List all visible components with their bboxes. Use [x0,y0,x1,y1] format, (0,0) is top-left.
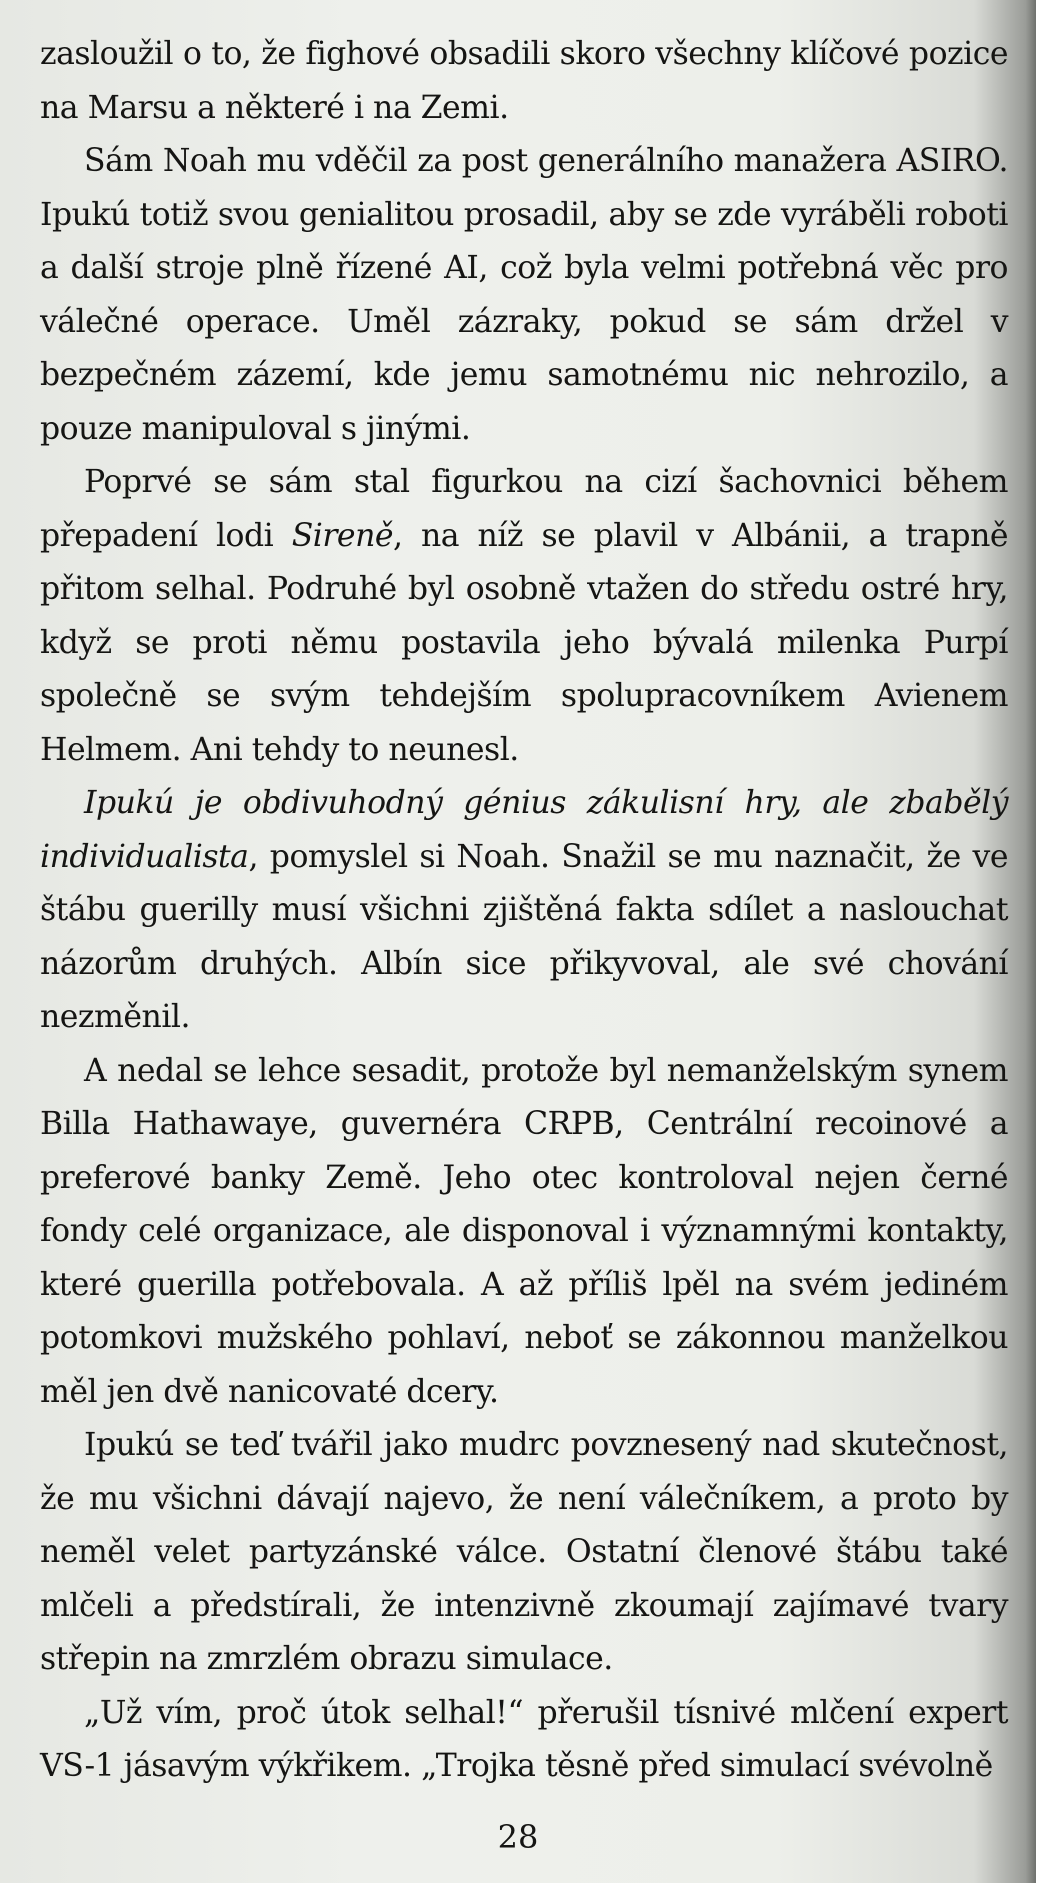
paragraph-3-text-a: Poprvé se sám stal figurkou na cizí šachovnici během přepadení lodi [40,464,1008,554]
paragraph-4 [40,777,1008,1045]
paragraph-1-text: zasloužil o to, že fighové obsadili skoro všechny klíčové pozice na Marsu a některé i na Zemi. [40,36,1008,126]
paragraph-7-text: „Už vím, proč útok selhal!“ přerušil tísnivé mlčení expert VS-1 jásavým výkřikem. „Trojka těsně před simulací svévolně [40,1694,1008,1784]
ship-name-italic: Sireně [291,517,394,554]
paragraph-1 [40,28,1008,135]
inner-thought-italic: Ipukú je obdivuhodný génius zákulisní hry, ale zbabělý individualista [40,785,1008,875]
paragraph-2 [40,135,1008,456]
paragraph-6-text: Ipukú se teď tvářil jako mudrc povznesený nad skutečnost, že mu všichni dávají najevo, že není válečníkem, a proto by neměl velet partyzánské válce. Ostatní členové štábu také mlčeli a předstírali, že intenzivně zkoumají zajímavé tvary střepin na zmrzlém obrazu simulace. [40,1427,1008,1677]
page-number: 28 [497,1818,539,1856]
paragraph-5 [40,1045,1008,1420]
paragraph-6 [40,1419,1008,1687]
paragraph-2-text: Sám Noah mu vděčil za post generálního manažera ASIRO. Ipukú totiž svou genialitou prosadil, aby se zde vyráběli roboti a další stroje plně řízené AI, což byla velmi potřebná věc pro válečné operace. Uměl zázraky, pokud se sám držel v bezpečném zázemí, kde jemu samotnému nic nehrozilo, a pouze manipuloval s jinými. [40,143,1008,447]
paragraph-7 [40,1687,1008,1794]
paragraph-4-text: , pomyslel si Noah. Snažil se mu naznačit, že ve štábu guerilly musí všichni zjištěná fakta sdílet a naslouchat názorům druhých. Albín sice přikyvoval, ale své chování nezměnil. [40,838,1008,1035]
paragraph-3-text-b: , na níž se plavil v Albánii, a trapně přitom selhal. Podruhé byl osobně vtažen do středu ostré hry, když se proti němu postavila jeho bývalá milenka Purpí společně se svým tehdejším spolupracovníkem Avienem Helmem. Ani tehdy to neunesl. [40,517,1009,768]
paragraph-3 [40,456,1008,777]
paragraph-5-text: A nedal se lehce sesadit, protože byl nemanželským synem Billa Hathawaye, guvernéra CRPB, Centrální recoinové a preferové banky Země. Jeho otec kontroloval nejen černé fondy celé organizace, ale disponoval i významnými kontakty, které guerilla potřebovala. A až příliš lpěl na svém jediném potomkovi mužského pohlaví, neboť se zákonnou manželkou měl jen dvě nanicovaté dcery. [40,1052,1008,1410]
body-text [40,28,1008,1794]
